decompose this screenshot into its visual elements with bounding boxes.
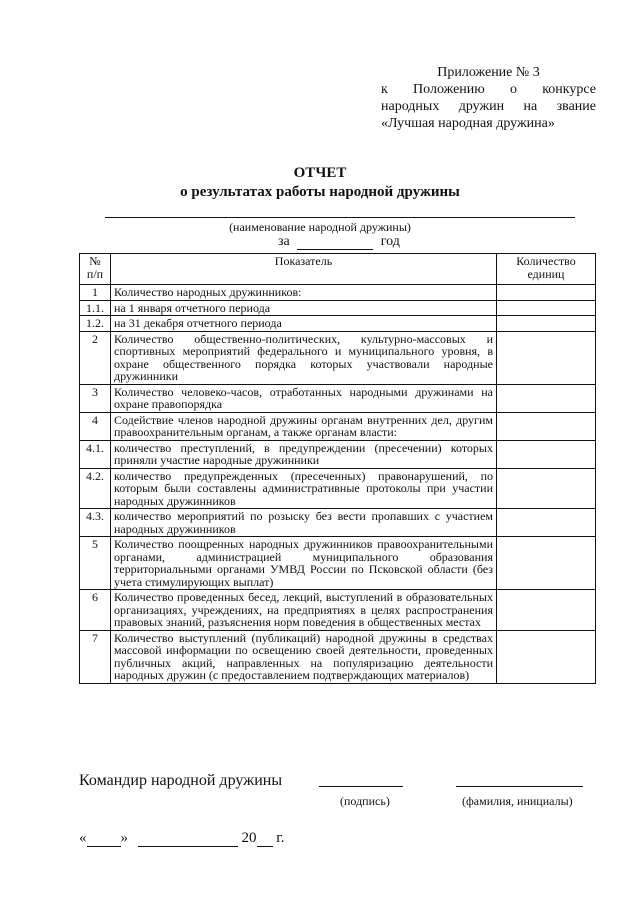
date-year-prefix: 20 bbox=[241, 830, 257, 846]
row-num: 5 bbox=[80, 537, 111, 590]
appendix-line-4: «Лучшая народная дружина» bbox=[381, 116, 555, 131]
quantity-cell[interactable] bbox=[497, 537, 596, 590]
day-blank[interactable] bbox=[87, 833, 121, 847]
row-indicator: количество преступлений, в предупреждении (пресечении) которых приняли участие народные дружинники bbox=[111, 440, 497, 468]
year-blank[interactable] bbox=[297, 237, 373, 250]
report-title: ОТЧЕТ bbox=[293, 165, 347, 181]
date-line bbox=[79, 830, 284, 847]
row-indicator: на 31 декабря отчетного периода bbox=[111, 316, 497, 332]
row-indicator: количество предупрежденных (пресеченных) правонарушений, по которым были составлены административные протоколы при участии народных дружинников bbox=[111, 468, 497, 509]
row-num: 6 bbox=[80, 590, 111, 631]
month-blank[interactable] bbox=[138, 833, 238, 847]
appendix-line-2: к Положению о конкурсе bbox=[381, 82, 596, 97]
signature-line[interactable] bbox=[319, 786, 403, 787]
row-num: 3 bbox=[80, 384, 111, 412]
full-name-caption: (фамилия, инициалы) bbox=[462, 794, 573, 808]
quantity-cell[interactable] bbox=[497, 384, 596, 412]
row-indicator: Количество народных дружинников: bbox=[111, 285, 497, 301]
quantity-cell[interactable] bbox=[497, 285, 596, 301]
table-row bbox=[80, 384, 596, 412]
commander-label: Командир народной дружины bbox=[79, 772, 283, 789]
table-row bbox=[80, 331, 596, 384]
quantity-cell[interactable] bbox=[497, 300, 596, 316]
report-table bbox=[79, 253, 596, 684]
row-indicator: Количество человеко-часов, отработанных народными дружинами на охране правопорядка bbox=[111, 384, 497, 412]
table-row bbox=[80, 630, 596, 683]
table-row bbox=[80, 537, 596, 590]
year-digits-blank[interactable] bbox=[257, 833, 273, 847]
date-open-quote: « bbox=[79, 830, 87, 846]
quantity-cell[interactable] bbox=[497, 440, 596, 468]
row-num: 4.1. bbox=[80, 440, 111, 468]
row-indicator: Количество общественно-политических, культурно-массовых и спортивных мероприятий федерального и муниципального уровня, в охране общественного порядка которых участвовали народные дружинники bbox=[111, 331, 497, 384]
header-indicator: Показатель bbox=[111, 254, 497, 285]
table-header-row bbox=[80, 254, 596, 285]
druzhina-name-line[interactable] bbox=[105, 217, 575, 218]
row-indicator: Количество проведенных бесед, лекций, выступлений в образовательных организациях, учреждениях, на предприятиях в целях распространения правовых знаний, разъяснения норм поведения в общественных местах bbox=[111, 590, 497, 631]
report-subtitle: о результатах работы народной дружины bbox=[180, 184, 460, 200]
row-indicator: Количество выступлений (публикаций) народной дружины в средствах массовой информации по освещению своей деятельности, проведенных публичных акций, направленных на популяризацию деятельности народных дружин (с предоставлением подтверждающих материалов) bbox=[111, 630, 497, 683]
row-num: 4.2. bbox=[80, 468, 111, 509]
row-indicator: Содействие членов народной дружины органам внутренних дел, другим правоохранительным органам, а также органам власти: bbox=[111, 412, 497, 440]
appendix-header bbox=[381, 64, 596, 132]
date-close-quote: » bbox=[120, 830, 128, 846]
quantity-cell[interactable] bbox=[497, 316, 596, 332]
header-quantity: Количество единиц bbox=[497, 254, 596, 285]
appendix-number: Приложение № 3 bbox=[437, 65, 540, 80]
table-row bbox=[80, 590, 596, 631]
quantity-cell[interactable] bbox=[497, 590, 596, 631]
row-indicator: на 1 января отчетного периода bbox=[111, 300, 497, 316]
row-indicator: количество мероприятий по розыску без вести пропавших с участием народных дружинников bbox=[111, 509, 497, 537]
signature-caption: (подпись) bbox=[340, 794, 390, 808]
table-row bbox=[80, 440, 596, 468]
row-num: 1.1. bbox=[80, 300, 111, 316]
table-row bbox=[80, 316, 596, 332]
date-year-suffix: г. bbox=[276, 830, 285, 846]
row-num: 7 bbox=[80, 630, 111, 683]
quantity-cell[interactable] bbox=[497, 509, 596, 537]
quantity-cell[interactable] bbox=[497, 630, 596, 683]
report-year bbox=[278, 234, 400, 250]
row-num: 1 bbox=[80, 285, 111, 301]
appendix-line-3: народных дружин на звание bbox=[381, 99, 596, 114]
header-num: № п/п bbox=[80, 254, 111, 285]
quantity-cell[interactable] bbox=[497, 468, 596, 509]
full-name-line[interactable] bbox=[456, 786, 583, 787]
row-num: 1.2. bbox=[80, 316, 111, 332]
quantity-cell[interactable] bbox=[497, 412, 596, 440]
row-num: 2 bbox=[80, 331, 111, 384]
year-suffix: год bbox=[380, 234, 400, 249]
table-row bbox=[80, 300, 596, 316]
row-num: 4 bbox=[80, 412, 111, 440]
year-prefix: за bbox=[278, 234, 290, 249]
table-row bbox=[80, 468, 596, 509]
table-row bbox=[80, 509, 596, 537]
table-row bbox=[80, 412, 596, 440]
row-indicator: Количество поощренных народных дружинников правоохранительными органами, администрацией муниципального образования территориальными органами УМВД России по Псковской области (без учета стимулирующих выплат) bbox=[111, 537, 497, 590]
table-row bbox=[80, 285, 596, 301]
quantity-cell[interactable] bbox=[497, 331, 596, 384]
druzhina-name-caption: (наименование народной дружины) bbox=[229, 220, 411, 234]
row-num: 4.3. bbox=[80, 509, 111, 537]
